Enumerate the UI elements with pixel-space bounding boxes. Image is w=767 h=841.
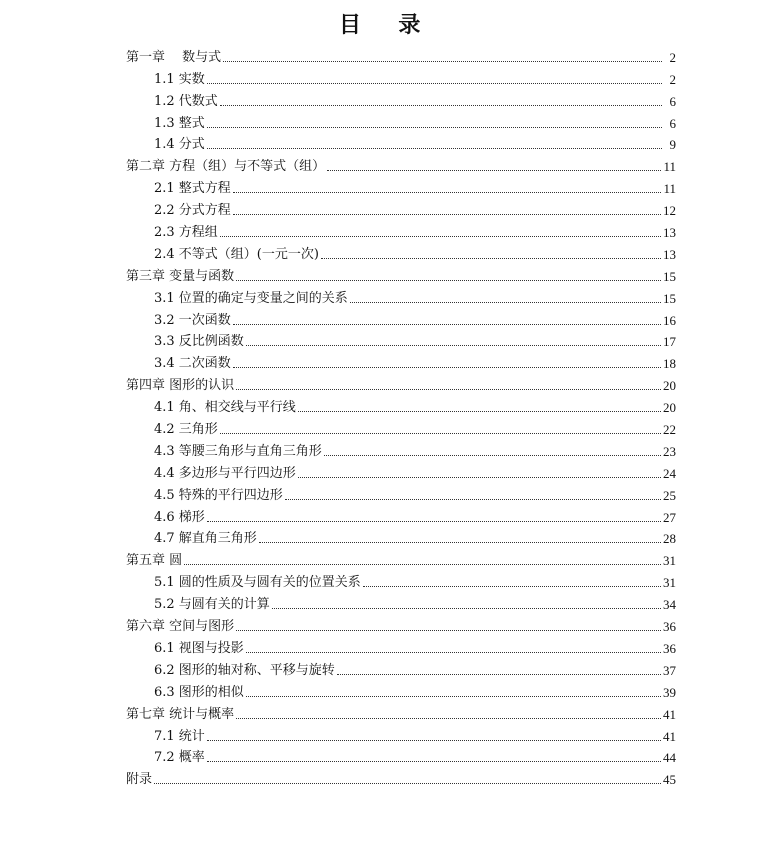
toc-page-number: 20 xyxy=(663,400,676,416)
toc-page-number: 12 xyxy=(663,203,676,219)
toc-section-row[interactable] xyxy=(126,241,676,263)
dot-leader xyxy=(246,651,661,653)
toc-page-number: 24 xyxy=(663,465,676,481)
toc-entry-title: 1.3 整式 xyxy=(154,115,205,131)
dot-leader xyxy=(207,739,661,741)
dot-leader xyxy=(272,607,661,609)
toc-chapter-row[interactable] xyxy=(126,263,676,285)
toc-entry-title: 2.4 不等式（组）(一元一次) xyxy=(154,246,319,262)
toc-section-row[interactable] xyxy=(126,175,676,197)
dot-leader xyxy=(337,673,661,675)
toc-page-number: 9 xyxy=(669,137,676,153)
toc-section-row[interactable] xyxy=(126,679,676,701)
dot-leader xyxy=(298,476,661,478)
toc-page-number: 27 xyxy=(663,509,676,525)
dot-leader xyxy=(207,126,662,128)
toc-chapter-row[interactable] xyxy=(126,766,676,788)
toc-entry-title: 4.1 角、相交线与平行线 xyxy=(154,400,296,416)
toc-section-row[interactable] xyxy=(126,285,676,307)
toc-page-number: 31 xyxy=(663,575,676,591)
dot-leader xyxy=(184,563,661,565)
toc-entry-title: 第七章 统计与概率 xyxy=(126,706,235,722)
toc-page-number: 18 xyxy=(663,356,676,372)
dot-leader xyxy=(207,520,661,522)
toc-entry-title: 4.3 等腰三角形与直角三角形 xyxy=(154,443,322,459)
toc-entry-title: 2.1 整式方程 xyxy=(154,181,231,197)
toc-page-number: 23 xyxy=(663,443,676,459)
toc-section-row[interactable] xyxy=(126,329,676,351)
toc-page-number: 28 xyxy=(663,531,676,547)
toc-entry-title: 第五章 圆 xyxy=(126,553,183,569)
toc-section-row[interactable] xyxy=(126,66,676,88)
toc-entry-title: 第一章 数与式 xyxy=(126,49,222,65)
toc-entry-title: 5.1 圆的性质及与圆有关的位置关系 xyxy=(154,575,361,591)
dot-leader xyxy=(298,410,661,412)
dot-leader xyxy=(154,782,661,784)
toc-page-number: 41 xyxy=(663,728,676,744)
toc-page-number: 20 xyxy=(663,378,676,394)
toc-page-number: 25 xyxy=(663,487,676,503)
dot-leader xyxy=(220,432,661,434)
toc-section-row[interactable] xyxy=(126,482,676,504)
toc-entry-title: 2.3 方程组 xyxy=(154,225,218,241)
toc-page-number: 11 xyxy=(663,181,676,197)
toc-entry-title: 6.2 图形的轴对称、平移与旋转 xyxy=(154,662,335,678)
toc-section-row[interactable] xyxy=(126,504,676,526)
dot-leader xyxy=(236,629,661,631)
dot-leader xyxy=(233,191,662,193)
toc-chapter-row[interactable] xyxy=(126,372,676,394)
toc-section-row[interactable] xyxy=(126,132,676,154)
dot-leader xyxy=(363,585,661,587)
toc-entry-title: 2.2 分式方程 xyxy=(154,203,231,219)
toc-section-row[interactable] xyxy=(126,723,676,745)
dot-leader xyxy=(220,235,661,237)
toc-section-row[interactable] xyxy=(126,745,676,767)
dot-leader xyxy=(327,169,661,171)
dot-leader xyxy=(285,498,661,500)
toc-page-number: 31 xyxy=(663,553,676,569)
dot-leader xyxy=(350,301,661,303)
toc-section-row[interactable] xyxy=(126,438,676,460)
toc-chapter-row[interactable] xyxy=(126,613,676,635)
toc-page-number: 16 xyxy=(663,312,676,328)
toc-entry-title: 1.1 实数 xyxy=(154,71,205,87)
toc-page-number: 45 xyxy=(663,772,676,788)
table-of-contents xyxy=(126,44,676,788)
toc-page-number: 17 xyxy=(663,334,676,350)
toc-page-number: 41 xyxy=(663,706,676,722)
toc-entry-title: 第四章 图形的认识 xyxy=(126,378,235,394)
toc-entry-title: 3.4 二次函数 xyxy=(154,356,231,372)
toc-section-row[interactable] xyxy=(126,394,676,416)
toc-chapter-row[interactable] xyxy=(126,701,676,723)
toc-entry-title: 5.2 与圆有关的计算 xyxy=(154,597,270,613)
toc-section-row[interactable] xyxy=(126,110,676,132)
toc-entry-title: 3.1 位置的确定与变量之间的关系 xyxy=(154,290,348,306)
toc-section-row[interactable] xyxy=(126,307,676,329)
dot-leader xyxy=(233,213,661,215)
dot-leader xyxy=(236,279,661,281)
toc-entry-title: 7.1 统计 xyxy=(154,728,205,744)
toc-page-number: 36 xyxy=(663,640,676,656)
toc-section-row[interactable] xyxy=(126,657,676,679)
toc-page-number: 6 xyxy=(669,93,676,109)
dot-leader xyxy=(233,323,661,325)
toc-section-row[interactable] xyxy=(126,197,676,219)
dot-leader xyxy=(246,695,661,697)
toc-page-number: 22 xyxy=(663,422,676,438)
dot-leader xyxy=(259,541,661,543)
toc-section-row[interactable] xyxy=(126,460,676,482)
toc-entry-title: 3.2 一次函数 xyxy=(154,312,231,328)
toc-page-number: 34 xyxy=(663,597,676,613)
dot-leader xyxy=(324,454,661,456)
dot-leader xyxy=(220,104,662,106)
toc-page-number: 6 xyxy=(669,115,676,131)
toc-entry-title: 第六章 空间与图形 xyxy=(126,619,235,635)
toc-page-number: 36 xyxy=(663,619,676,635)
toc-section-row[interactable] xyxy=(126,635,676,657)
dot-leader xyxy=(207,147,662,149)
toc-entry-title: 4.5 特殊的平行四边形 xyxy=(154,487,283,503)
dot-leader xyxy=(223,60,662,62)
toc-page-number: 11 xyxy=(663,159,676,175)
toc-page-number: 13 xyxy=(663,246,676,262)
toc-section-row[interactable] xyxy=(126,219,676,241)
document-title: 目 录 xyxy=(338,13,429,38)
toc-entry-title: 3.3 反比例函数 xyxy=(154,334,244,350)
toc-section-row[interactable] xyxy=(126,569,676,591)
dot-leader xyxy=(207,82,662,84)
dot-leader xyxy=(236,717,661,719)
toc-entry-title: 7.2 概率 xyxy=(154,750,205,766)
toc-page-number: 15 xyxy=(663,290,676,306)
dot-leader xyxy=(207,760,661,762)
toc-page-number: 37 xyxy=(663,662,676,678)
toc-section-row[interactable] xyxy=(126,526,676,548)
toc-entry-title: 4.2 三角形 xyxy=(154,422,218,438)
toc-page-number: 13 xyxy=(663,225,676,241)
toc-section-row[interactable] xyxy=(126,88,676,110)
dot-leader xyxy=(246,344,661,346)
toc-section-row[interactable] xyxy=(126,350,676,372)
toc-entry-title: 4.4 多边形与平行四边形 xyxy=(154,465,296,481)
toc-entry-title: 6.3 图形的相似 xyxy=(154,684,244,700)
toc-entry-title: 第三章 变量与函数 xyxy=(126,268,235,284)
toc-page-number: 2 xyxy=(669,71,676,87)
toc-entry-title: 1.2 代数式 xyxy=(154,93,218,109)
dot-leader xyxy=(321,257,661,259)
toc-entry-title: 第二章 方程（组）与不等式（组） xyxy=(126,159,326,175)
dot-leader xyxy=(236,388,661,390)
toc-chapter-row[interactable] xyxy=(126,547,676,569)
toc-chapter-row[interactable] xyxy=(126,153,676,175)
toc-section-row[interactable] xyxy=(126,591,676,613)
dot-leader xyxy=(233,366,661,368)
toc-page-number: 2 xyxy=(669,49,676,65)
toc-entry-title: 附录 xyxy=(126,772,153,788)
toc-section-row[interactable] xyxy=(126,416,676,438)
toc-entry-title: 6.1 视图与投影 xyxy=(154,640,244,656)
toc-page-number: 39 xyxy=(663,684,676,700)
toc-page-number: 44 xyxy=(663,750,676,766)
toc-entry-title: 4.7 解直角三角形 xyxy=(154,531,257,547)
toc-entry-title: 4.6 梯形 xyxy=(154,509,205,525)
toc-chapter-row[interactable] xyxy=(126,44,676,66)
toc-page-number: 15 xyxy=(663,268,676,284)
toc-entry-title: 1.4 分式 xyxy=(154,137,205,153)
